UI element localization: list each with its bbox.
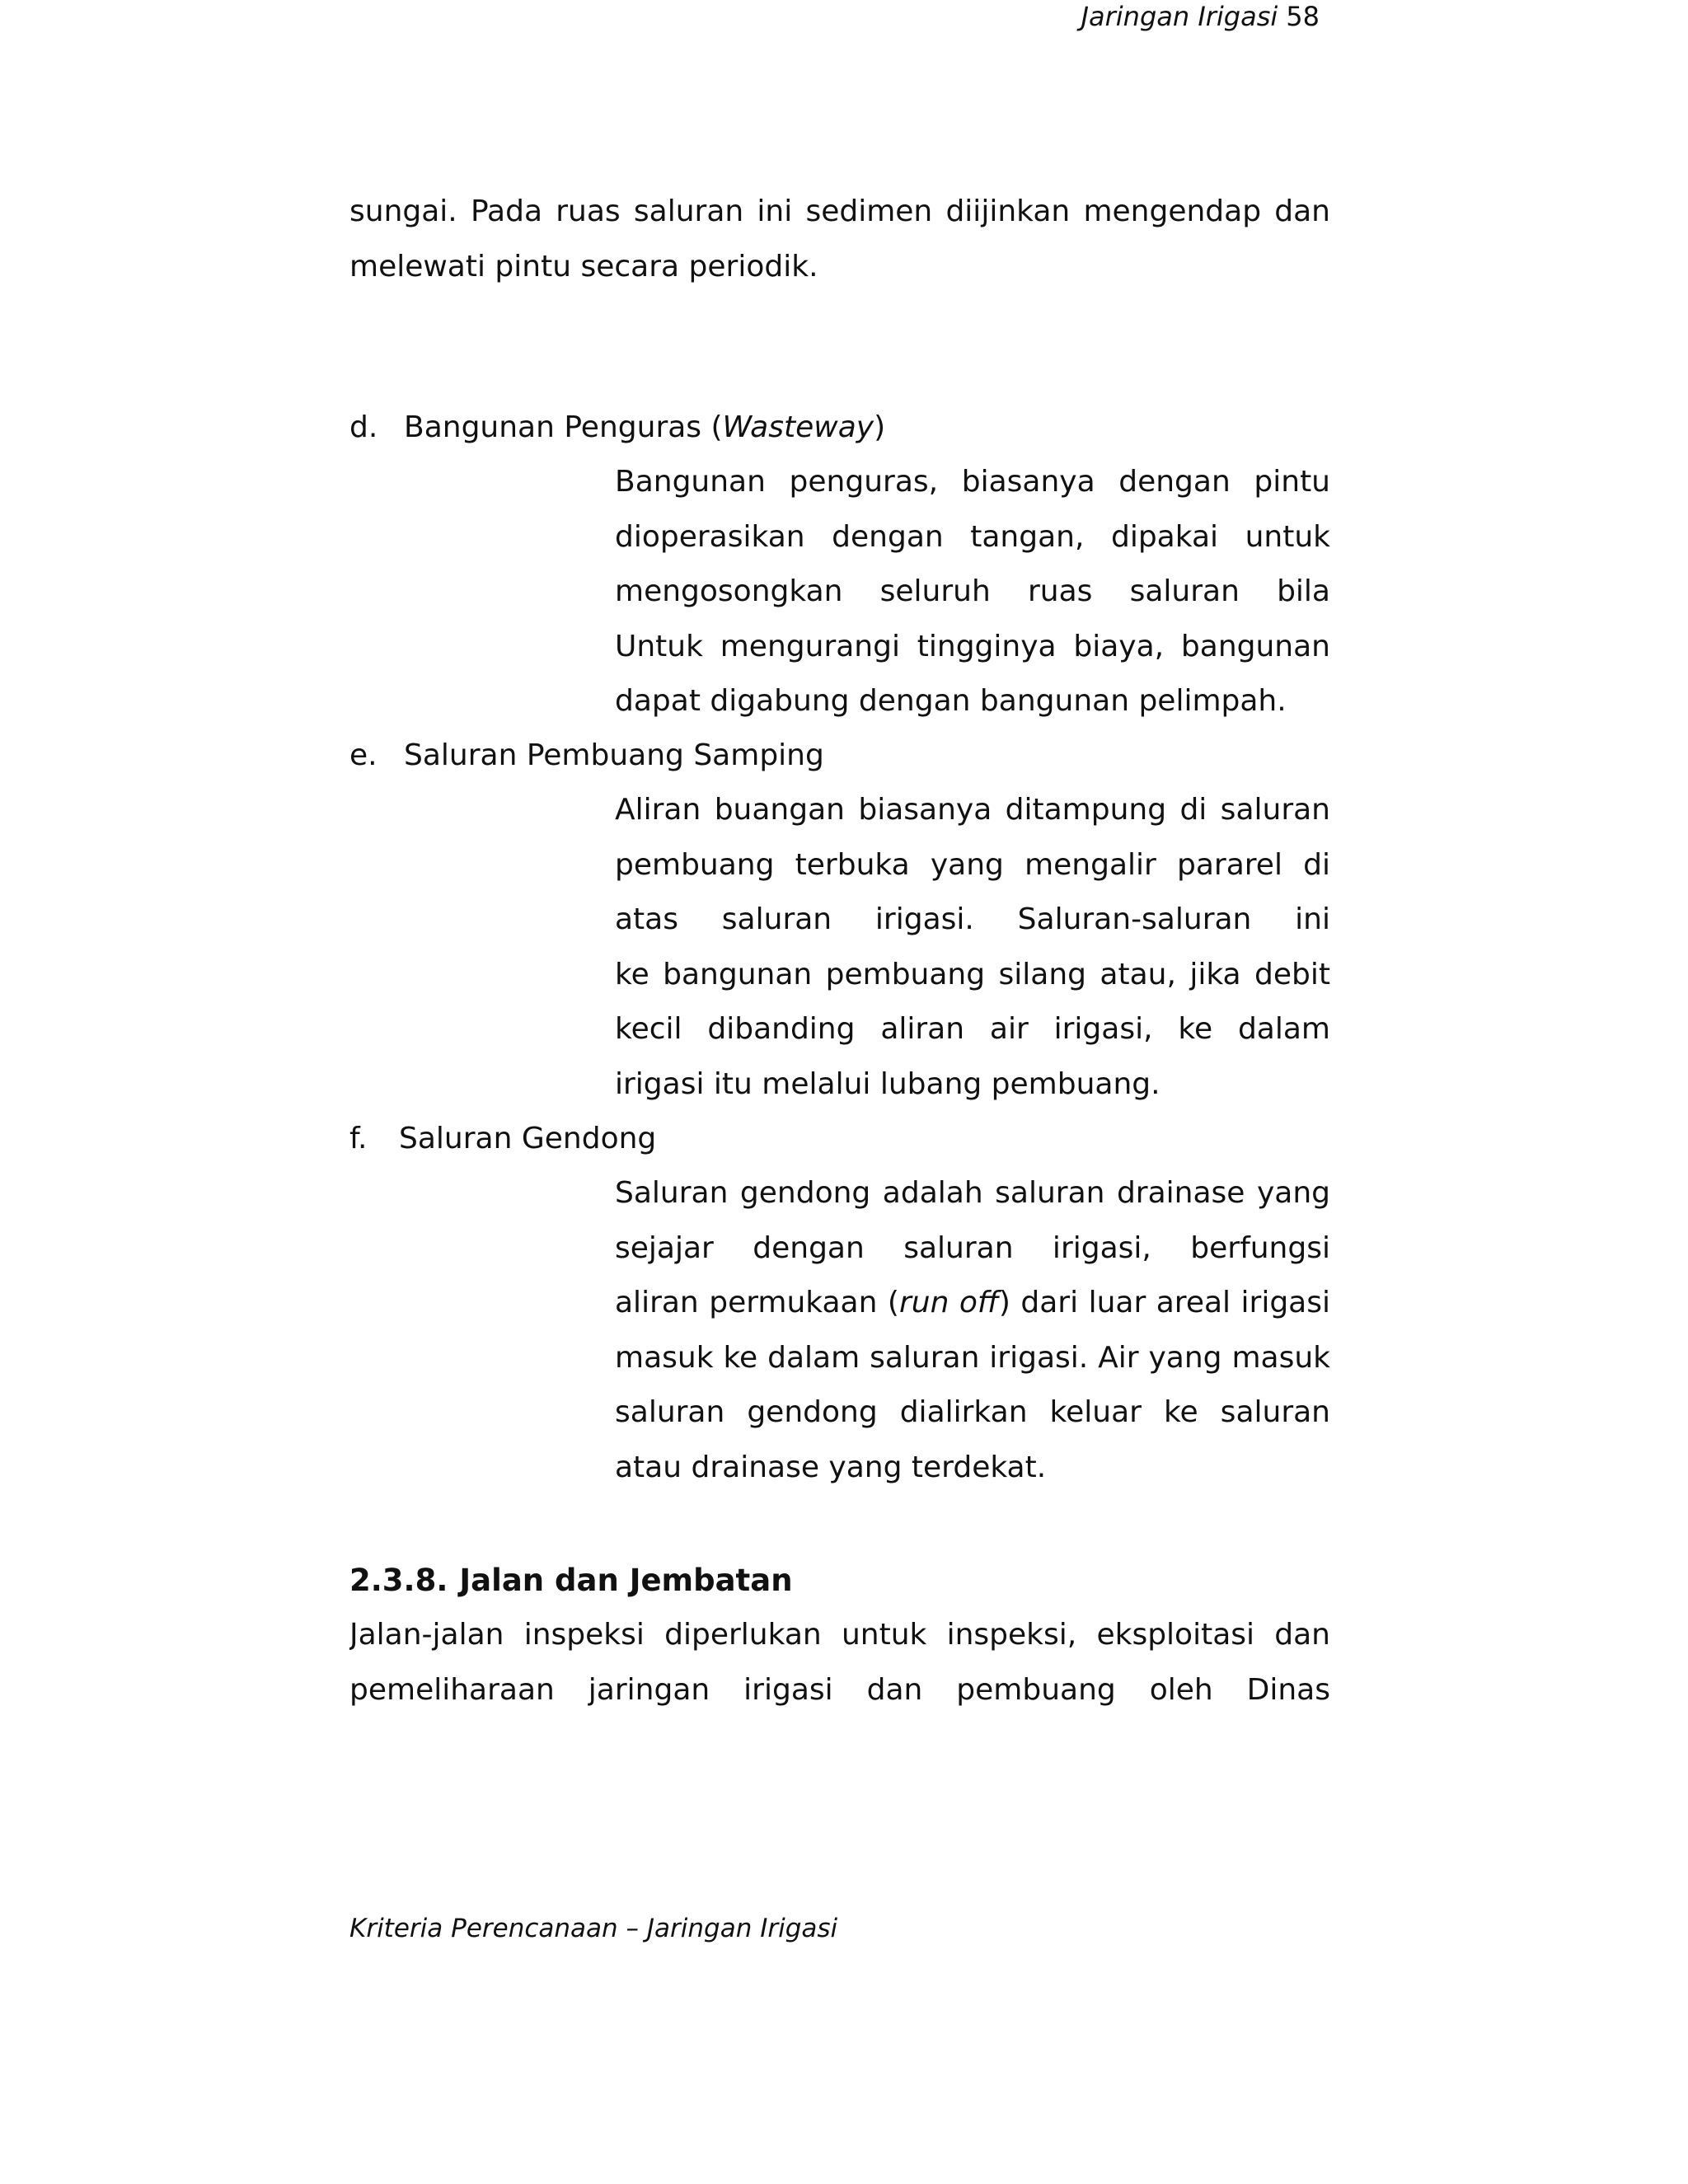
body-line: Bangunan penguras, biasanya dengan pintu — [615, 465, 1330, 499]
item-e-heading — [349, 729, 824, 784]
item-f-heading — [349, 1112, 656, 1167]
item-title: Saluran Pembuang Samping — [404, 738, 824, 772]
item-title-italic: Wasteway — [722, 410, 874, 444]
body-line-mixed — [615, 1276, 1330, 1331]
page-header — [1081, 0, 1320, 33]
body-line: Saluran gendong adalah saluran drainase yang — [615, 1176, 1330, 1210]
intro-paragraph — [349, 185, 1330, 294]
intro-line: sungai. Pada ruas saluran ini sedimen diijinkan mengendap dan — [349, 194, 1330, 228]
item-d-heading — [349, 401, 885, 456]
item-title: Saluran Gendong — [399, 1122, 657, 1155]
item-e-body — [615, 783, 1330, 1112]
intro-line: melewati pintu secara periodik. — [349, 249, 818, 284]
body-line: ke bangunan pembuang silang atau, jika debit — [615, 957, 1330, 991]
body-line: dapat digabung dengan bangunan pelimpah. — [615, 684, 1287, 718]
body-text: aliran permukaan ( — [615, 1286, 899, 1319]
item-letter: f. — [349, 1122, 368, 1155]
body-line: irigasi itu melalui lubang pembuang. — [615, 1066, 1160, 1101]
section-paragraph — [349, 1608, 1330, 1718]
body-line: Untuk mengurangi tingginya biaya, bangunan — [615, 629, 1330, 663]
item-letter: d. — [349, 410, 378, 444]
page-footer: Kriteria Perencanaan – Jaringan Irigasi — [349, 1914, 838, 1943]
section-number: 2.3.8. — [349, 1563, 448, 1598]
item-d-body — [615, 455, 1330, 729]
body-line: masuk ke dalam saluran irigasi. Air yang masuk — [615, 1340, 1330, 1375]
section-line: pemeliharaan jaringan irigasi dan pembuang oleh Dinas — [349, 1672, 1330, 1707]
body-line: dioperasikan dengan tangan, dipakai untuk — [615, 519, 1330, 554]
body-line: sejajar dengan saluran irigasi, berfungsi — [615, 1230, 1330, 1265]
body-line: pembuang terbuka yang mengalir pararel di — [615, 847, 1330, 882]
body-line: saluran gendong dialirkan keluar ke saluran — [615, 1395, 1330, 1429]
section-line: Jalan-jalan inspeksi diperlukan untuk inspeksi, eksploitasi dan — [349, 1618, 1330, 1652]
body-text: ) dari luar areal irigasi — [998, 1286, 1330, 1319]
body-line: atau drainase yang terdekat. — [615, 1450, 1047, 1484]
header-title: Jaringan Irigasi — [1081, 1, 1278, 32]
item-letter: e. — [349, 738, 377, 772]
item-f-body — [615, 1166, 1330, 1495]
page-number: 58 — [1286, 1, 1320, 32]
item-title-suffix: ) — [874, 410, 886, 444]
section-title: Jalan dan Jembatan — [459, 1563, 793, 1598]
section-heading — [349, 1554, 793, 1608]
body-line: Aliran buangan biasanya ditampung di saluran — [615, 793, 1330, 827]
body-line: kecil dibanding aliran air irigasi, ke dalam — [615, 1012, 1330, 1046]
body-line: mengosongkan seluruh ruas saluran bila — [615, 574, 1330, 608]
body-line: atas saluran irigasi. Saluran-saluran ini — [615, 902, 1330, 936]
body-text-italic: run off — [898, 1286, 999, 1319]
item-title: Bangunan Penguras ( — [404, 410, 723, 444]
